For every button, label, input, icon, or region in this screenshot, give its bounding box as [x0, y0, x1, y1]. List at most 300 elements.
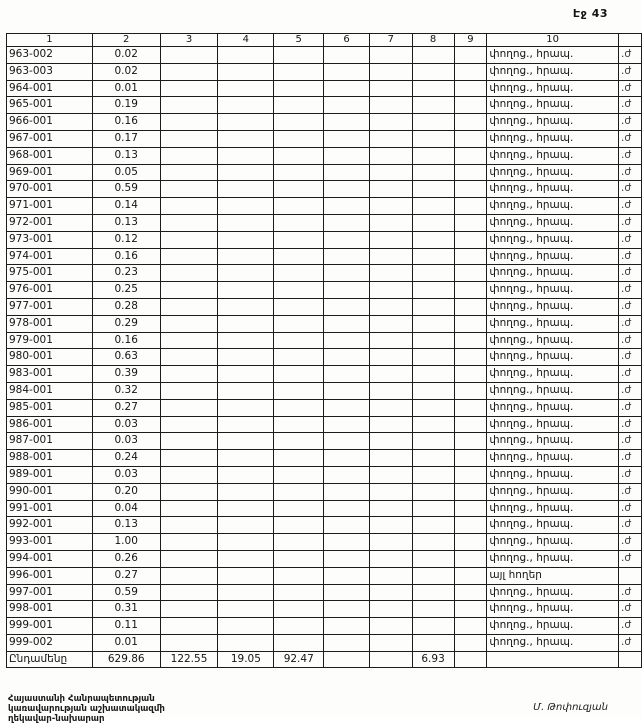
empty-cell [160, 634, 218, 651]
land-type-cell: փողոց., հրապ. [487, 584, 619, 601]
land-type-cell: փողոց., հրապ. [487, 47, 619, 64]
empty-cell [324, 517, 370, 534]
empty-cell [454, 382, 487, 399]
land-type-cell: փողոց., հրապ. [487, 466, 619, 483]
total-value: 6.93 [412, 651, 454, 668]
empty-cell [160, 114, 218, 131]
land-type-cell: փողոց., հրապ. [487, 382, 619, 399]
empty-cell [218, 282, 274, 299]
value-cell: 0.59 [92, 181, 160, 198]
table-row [7, 550, 642, 567]
empty-cell [218, 164, 274, 181]
margin-mark: .ժ [619, 332, 642, 349]
land-type-cell: փողոց., հրապ. [487, 147, 619, 164]
land-type-cell: փողոց., հրապ. [487, 534, 619, 551]
empty-cell [454, 450, 487, 467]
table-header-row [7, 34, 642, 47]
empty-cell [160, 97, 218, 114]
code-cell: 994-001 [7, 550, 93, 567]
value-cell: 0.23 [92, 265, 160, 282]
empty-cell [454, 618, 487, 635]
code-cell: 967-001 [7, 130, 93, 147]
empty-cell [412, 416, 454, 433]
margin-mark: .ժ [619, 265, 642, 282]
empty-cell [274, 231, 324, 248]
empty-cell [412, 634, 454, 651]
margin-mark: .ժ [619, 466, 642, 483]
empty-cell [324, 366, 370, 383]
empty-cell [324, 265, 370, 282]
empty-cell [369, 634, 412, 651]
empty-cell [369, 601, 412, 618]
land-type-cell: փողոց., հրապ. [487, 298, 619, 315]
empty-cell [412, 147, 454, 164]
land-type-cell: փողոց., հրապ. [487, 416, 619, 433]
empty-cell [160, 399, 218, 416]
land-type-cell: փողոց., հրապ. [487, 601, 619, 618]
empty-cell [160, 483, 218, 500]
empty-cell [369, 181, 412, 198]
land-type-cell: փողոց., հրապ. [487, 114, 619, 131]
empty-cell [218, 63, 274, 80]
table-row [7, 282, 642, 299]
code-cell: 990-001 [7, 483, 93, 500]
total-value [454, 651, 487, 668]
table-row [7, 601, 642, 618]
empty-cell [274, 349, 324, 366]
empty-cell [160, 382, 218, 399]
empty-cell [160, 500, 218, 517]
margin-mark: .ժ [619, 416, 642, 433]
column-header: 8 [412, 34, 454, 47]
empty-cell [369, 517, 412, 534]
empty-cell [369, 483, 412, 500]
margin-mark: .ժ [619, 550, 642, 567]
value-cell: 0.03 [92, 416, 160, 433]
empty-cell [454, 315, 487, 332]
code-cell: 974-001 [7, 248, 93, 265]
empty-cell [160, 63, 218, 80]
value-cell: 0.05 [92, 164, 160, 181]
empty-cell [454, 550, 487, 567]
empty-cell [274, 47, 324, 64]
total-row [7, 651, 642, 668]
total-value: 19.05 [218, 651, 274, 668]
value-cell: 0.25 [92, 282, 160, 299]
table-row [7, 618, 642, 635]
land-type-cell: փողոց., հրապ. [487, 433, 619, 450]
empty-cell [218, 450, 274, 467]
table-row [7, 433, 642, 450]
column-header: 9 [454, 34, 487, 47]
empty-cell [324, 349, 370, 366]
empty-cell [324, 399, 370, 416]
table-row [7, 315, 642, 332]
margin-mark: .ժ [619, 634, 642, 651]
empty-cell [412, 181, 454, 198]
empty-cell [274, 517, 324, 534]
margin-mark: .ժ [619, 618, 642, 635]
empty-cell [412, 214, 454, 231]
empty-cell [454, 248, 487, 265]
empty-cell [274, 315, 324, 332]
code-cell: 965-001 [7, 97, 93, 114]
empty-cell [160, 231, 218, 248]
value-cell: 1.00 [92, 534, 160, 551]
empty-cell [160, 265, 218, 282]
value-cell: 0.20 [92, 483, 160, 500]
margin-mark: .ժ [619, 63, 642, 80]
margin-mark: .ժ [619, 500, 642, 517]
empty-cell [454, 433, 487, 450]
empty-cell [324, 130, 370, 147]
margin-mark: .ժ [619, 483, 642, 500]
land-type-cell: փողոց., հրապ. [487, 80, 619, 97]
empty-cell [160, 130, 218, 147]
land-type-cell: փողոց., հրապ. [487, 282, 619, 299]
footer-line-1: Հայաստանի Հանրապետության [8, 694, 155, 704]
margin-spacer [619, 34, 642, 47]
empty-cell [160, 164, 218, 181]
empty-cell [369, 298, 412, 315]
empty-cell [369, 584, 412, 601]
value-cell: 0.13 [92, 214, 160, 231]
empty-cell [324, 567, 370, 584]
table-row [7, 47, 642, 64]
total-value: 92.47 [274, 651, 324, 668]
table-row [7, 366, 642, 383]
empty-cell [274, 164, 324, 181]
margin-mark: .ժ [619, 181, 642, 198]
empty-cell [218, 80, 274, 97]
margin-mark: .ժ [619, 399, 642, 416]
code-cell: 983-001 [7, 366, 93, 383]
empty-cell [274, 618, 324, 635]
empty-cell [324, 164, 370, 181]
value-cell: 0.26 [92, 550, 160, 567]
empty-cell [454, 416, 487, 433]
column-header: 7 [369, 34, 412, 47]
land-type-cell: փողոց., հրապ. [487, 63, 619, 80]
empty-cell [218, 198, 274, 215]
code-cell: 998-001 [7, 601, 93, 618]
empty-cell [324, 282, 370, 299]
empty-cell [369, 450, 412, 467]
empty-cell [324, 534, 370, 551]
empty-cell [160, 181, 218, 198]
empty-cell [412, 231, 454, 248]
empty-cell [160, 550, 218, 567]
column-header: 2 [92, 34, 160, 47]
margin-mark: .ժ [619, 147, 642, 164]
empty-cell [412, 483, 454, 500]
empty-cell [412, 164, 454, 181]
empty-cell [218, 416, 274, 433]
empty-cell [369, 47, 412, 64]
empty-cell [274, 450, 324, 467]
code-cell: 968-001 [7, 147, 93, 164]
empty-cell [412, 349, 454, 366]
empty-cell [160, 198, 218, 215]
empty-cell [369, 534, 412, 551]
empty-cell [454, 198, 487, 215]
empty-cell [218, 601, 274, 618]
code-cell: 996-001 [7, 567, 93, 584]
land-type-cell: այլ հողեր [487, 567, 619, 584]
table-row [7, 198, 642, 215]
table-row [7, 63, 642, 80]
empty-cell [454, 517, 487, 534]
empty-cell [218, 265, 274, 282]
empty-cell [218, 332, 274, 349]
empty-cell [369, 248, 412, 265]
empty-cell [369, 265, 412, 282]
empty-cell [218, 534, 274, 551]
value-cell: 0.16 [92, 114, 160, 131]
land-type-cell: փողոց., հրապ. [487, 332, 619, 349]
empty-cell [412, 466, 454, 483]
total-value: 122.55 [160, 651, 218, 668]
empty-cell [218, 315, 274, 332]
empty-cell [454, 231, 487, 248]
code-cell: 980-001 [7, 349, 93, 366]
code-cell: 975-001 [7, 265, 93, 282]
empty-cell [324, 47, 370, 64]
land-type-cell: փողոց., հրապ. [487, 349, 619, 366]
empty-cell [218, 584, 274, 601]
empty-cell [412, 198, 454, 215]
empty-cell [218, 114, 274, 131]
empty-cell [454, 366, 487, 383]
empty-cell [274, 584, 324, 601]
value-cell: 0.16 [92, 248, 160, 265]
footer-line-3: ղեկավար-նախարար [8, 714, 105, 724]
value-cell: 0.16 [92, 332, 160, 349]
empty-cell [218, 349, 274, 366]
empty-cell [369, 382, 412, 399]
empty-cell [160, 517, 218, 534]
empty-cell [369, 282, 412, 299]
empty-cell [412, 500, 454, 517]
margin-mark: .ժ [619, 517, 642, 534]
empty-cell [160, 248, 218, 265]
value-cell: 0.03 [92, 466, 160, 483]
empty-cell [412, 567, 454, 584]
land-type-cell: փողոց., հրապ. [487, 198, 619, 215]
value-cell: 0.39 [92, 366, 160, 383]
empty-cell [324, 147, 370, 164]
empty-cell [412, 534, 454, 551]
land-type-cell: փողոց., հրապ. [487, 231, 619, 248]
margin-mark: .ժ [619, 198, 642, 215]
land-type-cell: փողոց., հրապ. [487, 634, 619, 651]
empty-cell [454, 567, 487, 584]
land-type-cell: փողոց., հրապ. [487, 618, 619, 635]
empty-cell [218, 130, 274, 147]
empty-cell [412, 298, 454, 315]
empty-cell [324, 181, 370, 198]
empty-cell [369, 315, 412, 332]
empty-cell [454, 634, 487, 651]
empty-cell [218, 47, 274, 64]
code-cell: 988-001 [7, 450, 93, 467]
empty-cell [218, 231, 274, 248]
empty-cell [412, 517, 454, 534]
empty-cell [274, 198, 324, 215]
empty-cell [412, 282, 454, 299]
empty-cell [160, 332, 218, 349]
empty-cell [218, 550, 274, 567]
empty-cell [369, 349, 412, 366]
table-row [7, 466, 642, 483]
empty-cell [412, 265, 454, 282]
table-row [7, 214, 642, 231]
margin-mark: .ժ [619, 164, 642, 181]
land-type-cell: փողոց., հրապ. [487, 517, 619, 534]
empty-cell [454, 483, 487, 500]
margin-mark [619, 567, 642, 584]
code-cell: 969-001 [7, 164, 93, 181]
total-value [487, 651, 619, 668]
empty-cell [274, 399, 324, 416]
margin-spacer [619, 651, 642, 668]
empty-cell [274, 634, 324, 651]
empty-cell [454, 332, 487, 349]
empty-cell [454, 114, 487, 131]
code-cell: 971-001 [7, 198, 93, 215]
value-cell: 0.19 [92, 97, 160, 114]
empty-cell [274, 80, 324, 97]
empty-cell [412, 63, 454, 80]
table-body [7, 47, 642, 652]
value-cell: 0.01 [92, 634, 160, 651]
empty-cell [274, 332, 324, 349]
code-cell: 985-001 [7, 399, 93, 416]
table-row [7, 181, 642, 198]
total-value: 629.86 [92, 651, 160, 668]
code-cell: 999-002 [7, 634, 93, 651]
empty-cell [412, 584, 454, 601]
code-cell: 977-001 [7, 298, 93, 315]
empty-cell [369, 500, 412, 517]
empty-cell [324, 80, 370, 97]
land-type-cell: փողոց., հրապ. [487, 315, 619, 332]
table-row [7, 534, 642, 551]
land-type-cell: փողոց., հրապ. [487, 366, 619, 383]
margin-mark: .ժ [619, 282, 642, 299]
value-cell: 0.03 [92, 433, 160, 450]
margin-mark: .ժ [619, 534, 642, 551]
empty-cell [369, 164, 412, 181]
empty-cell [274, 433, 324, 450]
empty-cell [369, 130, 412, 147]
empty-cell [218, 382, 274, 399]
empty-cell [454, 164, 487, 181]
empty-cell [454, 466, 487, 483]
margin-mark: .ժ [619, 450, 642, 467]
empty-cell [412, 130, 454, 147]
empty-cell [274, 601, 324, 618]
value-cell: 0.02 [92, 63, 160, 80]
land-type-cell: փողոց., հրապ. [487, 500, 619, 517]
table-row [7, 332, 642, 349]
column-header: 10 [487, 34, 619, 47]
code-cell: 976-001 [7, 282, 93, 299]
empty-cell [454, 47, 487, 64]
empty-cell [324, 416, 370, 433]
column-header: 5 [274, 34, 324, 47]
land-type-cell: փողոց., հրապ. [487, 483, 619, 500]
table-row [7, 164, 642, 181]
empty-cell [412, 47, 454, 64]
empty-cell [412, 399, 454, 416]
empty-cell [369, 332, 412, 349]
table-row [7, 567, 642, 584]
empty-cell [454, 601, 487, 618]
land-type-cell: փողոց., հրապ. [487, 248, 619, 265]
empty-cell [274, 265, 324, 282]
column-header: 1 [7, 34, 93, 47]
column-header: 3 [160, 34, 218, 47]
empty-cell [412, 248, 454, 265]
empty-cell [218, 298, 274, 315]
empty-cell [274, 382, 324, 399]
margin-mark: .ժ [619, 349, 642, 366]
empty-cell [412, 433, 454, 450]
footer-line-2: կառավարության աշխատակազմի [8, 704, 165, 715]
empty-cell [160, 366, 218, 383]
land-type-cell: փողոց., հրապ. [487, 214, 619, 231]
margin-mark: .ժ [619, 382, 642, 399]
empty-cell [369, 618, 412, 635]
empty-cell [412, 550, 454, 567]
empty-cell [369, 416, 412, 433]
land-type-cell: փողոց., հրապ. [487, 130, 619, 147]
code-cell: 986-001 [7, 416, 93, 433]
total-value [369, 651, 412, 668]
table-row [7, 147, 642, 164]
code-cell: 979-001 [7, 332, 93, 349]
empty-cell [324, 450, 370, 467]
land-type-cell: փողոց., հրապ. [487, 265, 619, 282]
code-cell: 964-001 [7, 80, 93, 97]
value-cell: 0.13 [92, 147, 160, 164]
value-cell: 0.13 [92, 517, 160, 534]
empty-cell [412, 618, 454, 635]
empty-cell [324, 97, 370, 114]
empty-cell [324, 483, 370, 500]
empty-cell [369, 550, 412, 567]
land-type-cell: փողոց., հրապ. [487, 181, 619, 198]
table-row [7, 80, 642, 97]
value-cell: 0.27 [92, 567, 160, 584]
empty-cell [274, 114, 324, 131]
empty-cell [274, 483, 324, 500]
empty-cell [369, 114, 412, 131]
empty-cell [324, 248, 370, 265]
table-row [7, 97, 642, 114]
total-value [324, 651, 370, 668]
empty-cell [274, 298, 324, 315]
empty-cell [274, 97, 324, 114]
empty-cell [274, 130, 324, 147]
land-type-cell: փողոց., հրապ. [487, 164, 619, 181]
empty-cell [218, 433, 274, 450]
empty-cell [218, 366, 274, 383]
empty-cell [454, 349, 487, 366]
empty-cell [160, 80, 218, 97]
column-header: 6 [324, 34, 370, 47]
